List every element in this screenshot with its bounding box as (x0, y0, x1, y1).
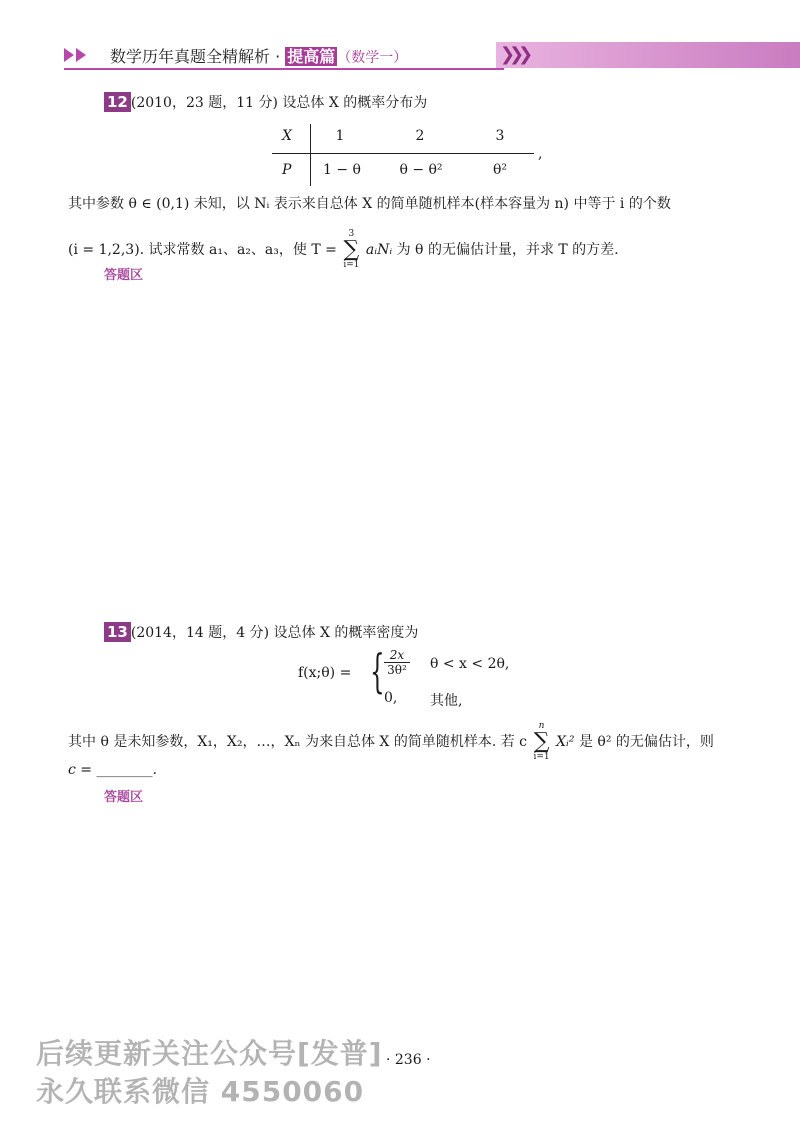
table-cell: 1 − θ (323, 162, 361, 178)
problem-12-heading (104, 92, 427, 112)
sum-upper-limit: n (538, 721, 545, 731)
table-cell: θ² (492, 162, 508, 178)
table-header-p: P (282, 162, 292, 178)
answer-area-label: 答题区 (104, 268, 144, 283)
text-segment: 是 θ² 的无偏估计，则 (578, 734, 714, 750)
problem-number-badge: 12 (104, 92, 131, 112)
sum-lower-limit: i=1 (343, 260, 360, 270)
table-cell: 3 (495, 128, 505, 144)
header-decor-band (496, 42, 800, 68)
page-number: · 236 · (386, 1052, 431, 1068)
text-segment: 其中 θ 是未知参数，X₁，X₂，…，Xₙ 为来自总体 X 的简单随机样本. 若 c (68, 734, 528, 750)
table-header-x: X (282, 128, 292, 144)
sum-term: Xᵢ² (556, 734, 575, 750)
table-cell: θ − θ² (399, 162, 443, 178)
problem-stem: 设总体 X 的概率分布为 (282, 95, 428, 111)
text-segment: (i = 1,2,3). 试求常数 a₁、a₂、a₃，使 T = (68, 242, 337, 258)
problem-source: (2010，23 题，11 分) (130, 95, 278, 111)
table-vertical-rule (310, 124, 311, 186)
problem-13-text-line1 (68, 722, 714, 762)
problem-stem: 设总体 X 的概率密度为 (273, 625, 419, 641)
sum-lower-limit: i=1 (533, 752, 550, 762)
book-title: 数学历年真题全精解析 · (110, 47, 286, 66)
sum-upper-limit: 3 (348, 229, 355, 239)
case2-condition: 其他, (430, 693, 463, 709)
header-chevron-icon: ❯❯❯ (500, 44, 528, 65)
sigma-symbol: ∑ (343, 237, 360, 262)
piecewise-brace: { (370, 644, 385, 698)
case1-condition: θ < x < 2θ, (430, 656, 510, 672)
section-emphasis: 提高篇 (287, 47, 336, 66)
header-rule (64, 68, 504, 70)
table-cell: 2 (415, 128, 425, 144)
fraction-numerator: 2x (384, 648, 410, 663)
book-subtitle: （数学一） (337, 50, 408, 66)
header-play-icon (64, 47, 88, 66)
fraction-denominator: 3θ² (387, 663, 407, 677)
problem-12-text-line2 (68, 230, 619, 270)
table-cell: 1 (335, 128, 345, 144)
case2-value: 0, (384, 690, 398, 706)
summation (533, 722, 549, 762)
header-title (110, 44, 407, 67)
fill-in-blank: c = ________. (68, 762, 157, 778)
summation (343, 230, 359, 270)
problem-number-badge: 13 (104, 622, 131, 642)
watermark-line1: 后续更新关注公众号[发普] (36, 1037, 383, 1070)
watermark-line2: 永久联系微信 4550060 (36, 1075, 365, 1108)
sum-term: aᵢNᵢ (365, 242, 393, 258)
sigma-symbol: ∑ (533, 729, 550, 754)
case1-fraction (384, 648, 410, 677)
table-horizontal-rule (272, 153, 534, 154)
table-trailing-comma: , (538, 146, 543, 162)
text-segment: 为 θ 的无偏估计量，并求 T 的方差. (396, 242, 619, 258)
distribution-table (272, 120, 534, 188)
problem-13-heading (104, 622, 418, 642)
density-function-lhs: f(x;θ) = (298, 665, 352, 681)
page-header (64, 38, 800, 72)
problem-12-text-line1: 其中参数 θ ∈ (0,1) 未知，以 Nᵢ 表示来自总体 X 的简单随机样本(样本容量为 n) 中等于 i 的个数 (68, 196, 671, 212)
answer-area-label: 答题区 (104, 790, 144, 805)
problem-source: (2014，14 题，4 分) (130, 625, 270, 641)
